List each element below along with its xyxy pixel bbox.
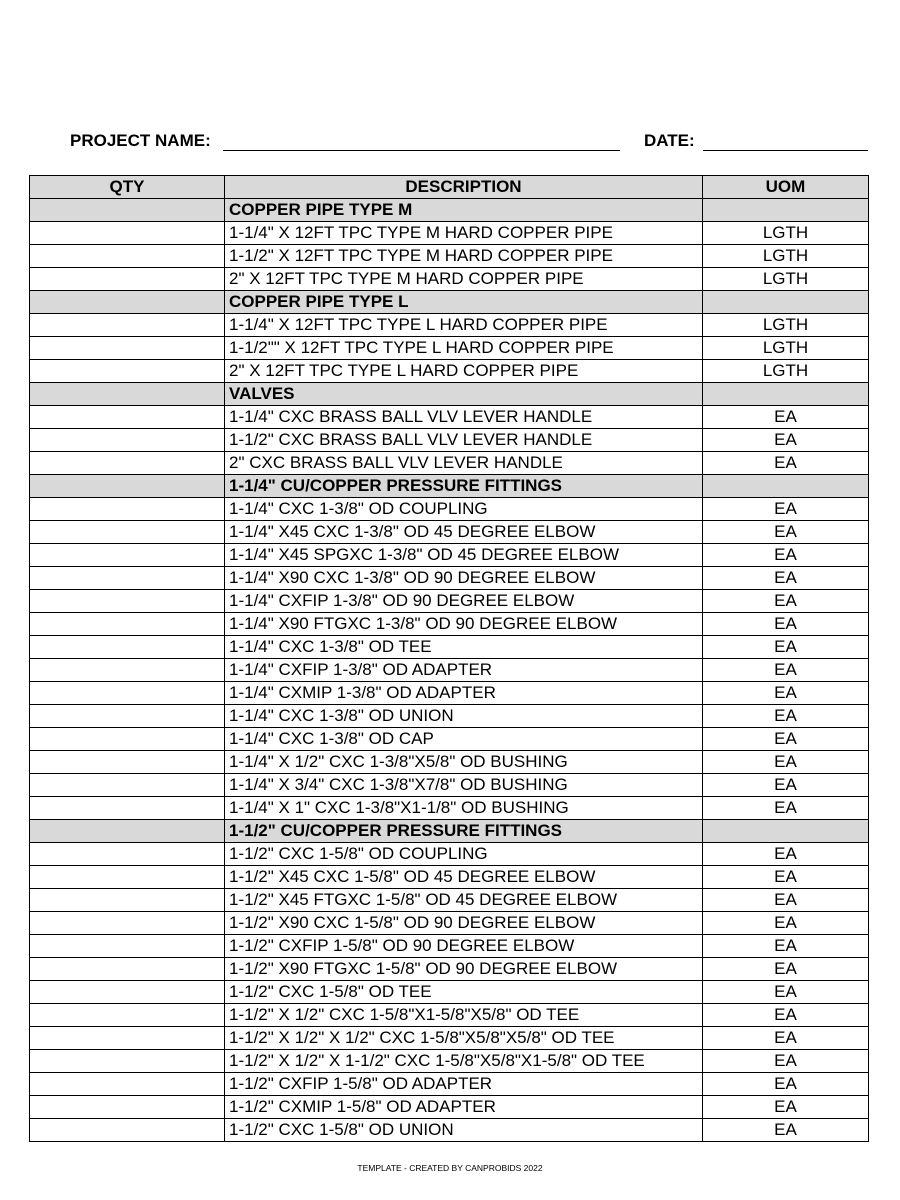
table-row: [30, 521, 869, 544]
description-cell: 1-1/2" X90 CXC 1-5/8" OD 90 DEGREE ELBOW: [225, 912, 703, 935]
table-row: [30, 544, 869, 567]
description-cell: 1-1/4" X45 CXC 1-3/8" OD 45 DEGREE ELBOW: [225, 521, 703, 544]
description-cell: 1-1/2" CXMIP 1-5/8" OD ADAPTER: [225, 1096, 703, 1119]
section-qty-cell: [30, 475, 225, 498]
uom-cell: EA: [703, 797, 869, 820]
qty-cell[interactable]: [30, 521, 225, 544]
section-header-row: [30, 199, 869, 222]
uom-cell: EA: [703, 751, 869, 774]
qty-cell[interactable]: [30, 245, 225, 268]
uom-cell: EA: [703, 1119, 869, 1142]
description-cell: 2" X 12FT TPC TYPE L HARD COPPER PIPE: [225, 360, 703, 383]
section-qty-cell: [30, 383, 225, 406]
uom-cell: EA: [703, 889, 869, 912]
qty-cell[interactable]: [30, 912, 225, 935]
uom-cell: EA: [703, 1027, 869, 1050]
qty-cell[interactable]: [30, 590, 225, 613]
table-row: [30, 889, 869, 912]
qty-cell[interactable]: [30, 360, 225, 383]
description-cell: 1-1/4" CXC BRASS BALL VLV LEVER HANDLE: [225, 406, 703, 429]
table-row: [30, 245, 869, 268]
description-cell: 1-1/2" CXC 1-5/8" OD TEE: [225, 981, 703, 1004]
qty-cell[interactable]: [30, 1050, 225, 1073]
description-cell: 1-1/2" X 1/2" X 1-1/2" CXC 1-5/8"X5/8"X1-5/8" OD TEE: [225, 1050, 703, 1073]
description-cell: 1-1/4" X 1/2" CXC 1-3/8"X5/8" OD BUSHING: [225, 751, 703, 774]
qty-cell[interactable]: [30, 498, 225, 521]
materials-table: [29, 175, 869, 1142]
description-cell: 1-1/2" CXC 1-5/8" OD COUPLING: [225, 843, 703, 866]
qty-cell[interactable]: [30, 728, 225, 751]
qty-cell[interactable]: [30, 429, 225, 452]
section-uom-cell: [703, 291, 869, 314]
table-header-row: [30, 176, 869, 199]
table-row: [30, 337, 869, 360]
description-cell: 1-1/4" X 12FT TPC TYPE L HARD COPPER PIPE: [225, 314, 703, 337]
qty-cell[interactable]: [30, 452, 225, 475]
description-cell: 1-1/4" CXC 1-3/8" OD COUPLING: [225, 498, 703, 521]
table-row: [30, 705, 869, 728]
description-cell: 1-1/2" X90 FTGXC 1-5/8" OD 90 DEGREE ELBOW: [225, 958, 703, 981]
table-row: [30, 1119, 869, 1142]
section-title: 1-1/2" CU/COPPER PRESSURE FITTINGS: [225, 820, 703, 843]
section-header-row: [30, 820, 869, 843]
table-row: [30, 636, 869, 659]
uom-cell: LGTH: [703, 245, 869, 268]
qty-cell[interactable]: [30, 797, 225, 820]
table-row: [30, 590, 869, 613]
uom-cell: EA: [703, 659, 869, 682]
section-title: 1-1/4" CU/COPPER PRESSURE FITTINGS: [225, 475, 703, 498]
uom-cell: EA: [703, 981, 869, 1004]
qty-cell[interactable]: [30, 705, 225, 728]
table-body: [30, 199, 869, 1142]
qty-cell[interactable]: [30, 659, 225, 682]
uom-cell: EA: [703, 866, 869, 889]
qty-cell[interactable]: [30, 268, 225, 291]
table-row: [30, 659, 869, 682]
section-qty-cell: [30, 820, 225, 843]
qty-cell[interactable]: [30, 682, 225, 705]
table-row: [30, 843, 869, 866]
table-row: [30, 728, 869, 751]
description-cell: 1-1/2" X45 CXC 1-5/8" OD 45 DEGREE ELBOW: [225, 866, 703, 889]
section-uom-cell: [703, 475, 869, 498]
uom-cell: LGTH: [703, 222, 869, 245]
footer-credit: TEMPLATE - CREATED BY CANPROBIDS 2022: [357, 1163, 543, 1173]
uom-cell: EA: [703, 544, 869, 567]
project-name-label: PROJECT NAME:: [70, 131, 211, 150]
section-uom-cell: [703, 199, 869, 222]
description-cell: 1-1/4" X 1" CXC 1-3/8"X1-1/8" OD BUSHING: [225, 797, 703, 820]
description-cell: 1-1/4" X45 SPGXC 1-3/8" OD 45 DEGREE ELBOW: [225, 544, 703, 567]
qty-cell[interactable]: [30, 1096, 225, 1119]
uom-cell: EA: [703, 935, 869, 958]
table-row: [30, 866, 869, 889]
description-cell: 1-1/4" X90 CXC 1-3/8" OD 90 DEGREE ELBOW: [225, 567, 703, 590]
description-cell: 2" X 12FT TPC TYPE M HARD COPPER PIPE: [225, 268, 703, 291]
table-row: [30, 958, 869, 981]
uom-cell: EA: [703, 728, 869, 751]
table-row: [30, 751, 869, 774]
section-title: COPPER PIPE TYPE M: [225, 199, 703, 222]
qty-cell[interactable]: [30, 774, 225, 797]
qty-cell[interactable]: [30, 981, 225, 1004]
date-label: DATE:: [644, 131, 695, 150]
table-row: [30, 429, 869, 452]
qty-cell[interactable]: [30, 958, 225, 981]
column-header-qty: QTY: [30, 176, 225, 199]
uom-cell: LGTH: [703, 314, 869, 337]
uom-cell: EA: [703, 521, 869, 544]
table-row: [30, 682, 869, 705]
qty-cell[interactable]: [30, 613, 225, 636]
qty-cell[interactable]: [30, 222, 225, 245]
description-cell: 1-1/4" X90 FTGXC 1-3/8" OD 90 DEGREE ELBOW: [225, 613, 703, 636]
column-header-description: DESCRIPTION: [225, 176, 703, 199]
qty-cell[interactable]: [30, 1119, 225, 1142]
table-row: [30, 1027, 869, 1050]
description-cell: 1-1/2" X 1/2" X 1/2" CXC 1-5/8"X5/8"X5/8" OD TEE: [225, 1027, 703, 1050]
uom-cell: EA: [703, 843, 869, 866]
table-row: [30, 912, 869, 935]
qty-cell[interactable]: [30, 751, 225, 774]
section-qty-cell: [30, 199, 225, 222]
description-cell: 1-1/4" CXC 1-3/8" OD CAP: [225, 728, 703, 751]
table-row: [30, 774, 869, 797]
description-cell: 1-1/2" CXC 1-5/8" OD UNION: [225, 1119, 703, 1142]
qty-cell[interactable]: [30, 314, 225, 337]
qty-cell[interactable]: [30, 1027, 225, 1050]
table-row: [30, 360, 869, 383]
project-header: [70, 131, 868, 155]
uom-cell: EA: [703, 613, 869, 636]
uom-cell: EA: [703, 912, 869, 935]
table-row: [30, 981, 869, 1004]
section-title: VALVES: [225, 383, 703, 406]
qty-cell[interactable]: [30, 636, 225, 659]
table-row: [30, 268, 869, 291]
table-row: [30, 567, 869, 590]
qty-cell[interactable]: [30, 889, 225, 912]
qty-cell[interactable]: [30, 406, 225, 429]
qty-cell[interactable]: [30, 1004, 225, 1027]
qty-cell[interactable]: [30, 1073, 225, 1096]
section-uom-cell: [703, 383, 869, 406]
project-name-field[interactable]: [223, 150, 620, 151]
uom-cell: EA: [703, 567, 869, 590]
uom-cell: EA: [703, 1073, 869, 1096]
description-cell: 1-1/2" X45 FTGXC 1-5/8" OD 45 DEGREE ELBOW: [225, 889, 703, 912]
description-cell: 1-1/2" X 12FT TPC TYPE M HARD COPPER PIPE: [225, 245, 703, 268]
description-cell: 1-1/4" CXC 1-3/8" OD UNION: [225, 705, 703, 728]
table-row: [30, 797, 869, 820]
section-qty-cell: [30, 291, 225, 314]
qty-cell[interactable]: [30, 567, 225, 590]
column-header-uom: UOM: [703, 176, 869, 199]
description-cell: 1-1/2" CXC BRASS BALL VLV LEVER HANDLE: [225, 429, 703, 452]
uom-cell: EA: [703, 590, 869, 613]
section-header-row: [30, 291, 869, 314]
table-row: [30, 1050, 869, 1073]
uom-cell: LGTH: [703, 337, 869, 360]
table-row: [30, 1073, 869, 1096]
uom-cell: EA: [703, 958, 869, 981]
qty-cell[interactable]: [30, 843, 225, 866]
section-uom-cell: [703, 820, 869, 843]
uom-cell: EA: [703, 452, 869, 475]
section-header-row: [30, 475, 869, 498]
table-row: [30, 935, 869, 958]
table-row: [30, 1096, 869, 1119]
date-field[interactable]: [703, 150, 868, 151]
uom-cell: EA: [703, 1004, 869, 1027]
uom-cell: EA: [703, 636, 869, 659]
table-row: [30, 498, 869, 521]
table-row: [30, 406, 869, 429]
qty-cell[interactable]: [30, 544, 225, 567]
qty-cell[interactable]: [30, 866, 225, 889]
description-cell: 1-1/2" CXFIP 1-5/8" OD ADAPTER: [225, 1073, 703, 1096]
uom-cell: EA: [703, 682, 869, 705]
uom-cell: EA: [703, 1096, 869, 1119]
description-cell: 1-1/4" X 3/4" CXC 1-3/8"X7/8" OD BUSHING: [225, 774, 703, 797]
uom-cell: EA: [703, 774, 869, 797]
uom-cell: EA: [703, 705, 869, 728]
table-row: [30, 314, 869, 337]
uom-cell: LGTH: [703, 360, 869, 383]
uom-cell: EA: [703, 406, 869, 429]
description-cell: 1-1/4" CXC 1-3/8" OD TEE: [225, 636, 703, 659]
table-row: [30, 452, 869, 475]
uom-cell: EA: [703, 1050, 869, 1073]
table-row: [30, 1004, 869, 1027]
uom-cell: LGTH: [703, 268, 869, 291]
section-title: COPPER PIPE TYPE L: [225, 291, 703, 314]
section-header-row: [30, 383, 869, 406]
qty-cell[interactable]: [30, 935, 225, 958]
description-cell: 1-1/4" CXFIP 1-3/8" OD ADAPTER: [225, 659, 703, 682]
uom-cell: EA: [703, 429, 869, 452]
description-cell: 2" CXC BRASS BALL VLV LEVER HANDLE: [225, 452, 703, 475]
description-cell: 1-1/4" X 12FT TPC TYPE M HARD COPPER PIPE: [225, 222, 703, 245]
description-cell: 1-1/4" CXMIP 1-3/8" OD ADAPTER: [225, 682, 703, 705]
description-cell: 1-1/2" X 1/2" CXC 1-5/8"X1-5/8"X5/8" OD TEE: [225, 1004, 703, 1027]
table-row: [30, 222, 869, 245]
description-cell: 1-1/2" CXFIP 1-5/8" OD 90 DEGREE ELBOW: [225, 935, 703, 958]
qty-cell[interactable]: [30, 337, 225, 360]
table-row: [30, 613, 869, 636]
uom-cell: EA: [703, 498, 869, 521]
description-cell: 1-1/4" CXFIP 1-3/8" OD 90 DEGREE ELBOW: [225, 590, 703, 613]
description-cell: 1-1/2"" X 12FT TPC TYPE L HARD COPPER PIPE: [225, 337, 703, 360]
